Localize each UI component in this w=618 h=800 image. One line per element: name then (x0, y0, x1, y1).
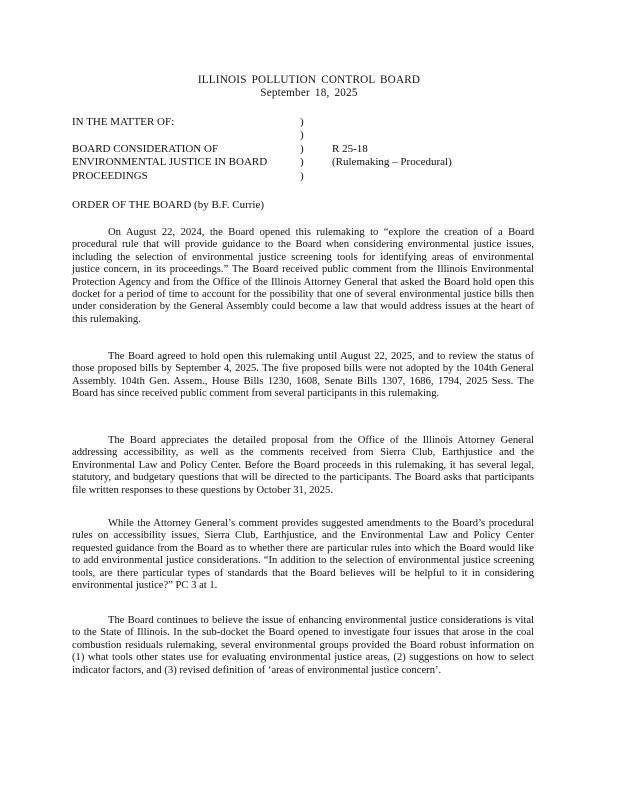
caption-title-line-2: ENVIRONMENTAL JUSTICE IN BOARD (72, 156, 268, 168)
order-attribution: ORDER OF THE BOARD (by B.F. Currie) (72, 199, 265, 211)
agency-heading: ILLINOIS POLLUTION CONTROL BOARD (197, 74, 421, 86)
proceeding-type: (Rulemaking – Procedural) (332, 156, 452, 168)
body-paragraph-4: While the Attorney General’s comment provides suggested amendments to the Board’s procedural rules on accessibility issues, Sierra Club, Earthjustice, and the Environmental Law and Policy Center requested guidance from the Board as to whether there are particular rules into which the Board would like to add environmental justice considerations. “In addition to the selection of environmental justice screening tools, are there particular types of standards that the Board believes will be helpful to it in considering environmental justice?” PC 3 at 1. (72, 518, 534, 592)
caption-title-line-1: BOARD CONSIDERATION OF (72, 143, 219, 155)
body-paragraph-1: On August 22, 2024, the Board opened this rulemaking to “explore the creation of a Board procedural rule that will provide guidance to the Board when considering environmental justice issues, including the selection of environmental justice screening tools for identifying areas of environmental justice concern, in its proceedings.” The Board received public comment from the Illinois Environmental Protection Agency and from the Office of the Illinois Attorney General that asked the Board hold open this docket for a period of time to account for the possibility that one of several environmental justice bills then under consideration by the General Assembly could become a law that would address issues at the heart of this rulemaking. (72, 227, 534, 325)
body-paragraph-2: The Board agreed to hold open this rulemaking until August 22, 2025, and to review the status of those proposed bills by September 4, 2025. The five proposed bills were not adopted by the 104th General Assembly. 104th Gen. Assem., House Bills 1230, 1608, Senate Bills 1307, 1686, 1794, 2025 Sess. The Board has since received public comment from several participants in this rulemaking. (72, 351, 534, 400)
caption-paren: ) (300, 143, 304, 155)
order-date: September 18, 2025 (260, 87, 358, 99)
caption-title-line-3: PROCEEDINGS (72, 170, 148, 182)
docket-number: R 25-18 (332, 143, 368, 155)
caption-paren: ) (300, 170, 304, 182)
body-paragraph-5: The Board continues to believe the issue of enhancing environmental justice considerations is vital to the State of Illinois. In the sub-docket the Board opened to investigate four issues that arose in the coal combustion residuals rulemaking, several environmental groups provided the Board robust information on (1) what tools other states use for evaluating environmental justice areas, (2) suggestions on how to select indicator factors, and (3) revised definition of ‘areas of environmental justice concern’. (72, 615, 534, 676)
caption-matter: IN THE MATTER OF: (72, 116, 175, 128)
caption-paren: ) (300, 156, 304, 168)
caption-paren: ) (300, 116, 304, 128)
body-paragraph-3: The Board appreciates the detailed proposal from the Office of the Illinois Attorney General addressing accessibility, as well as the comments received from Sierra Club, Earthjustice and the Environmental Law and Policy Center. Before the Board proceeds in this rulemaking, it has several legal, statutory, and budgetary questions that will be directed to the participants. The Board asks that participants file written responses to these questions by October 31, 2025. (72, 435, 534, 496)
caption-paren: ) (300, 129, 304, 141)
